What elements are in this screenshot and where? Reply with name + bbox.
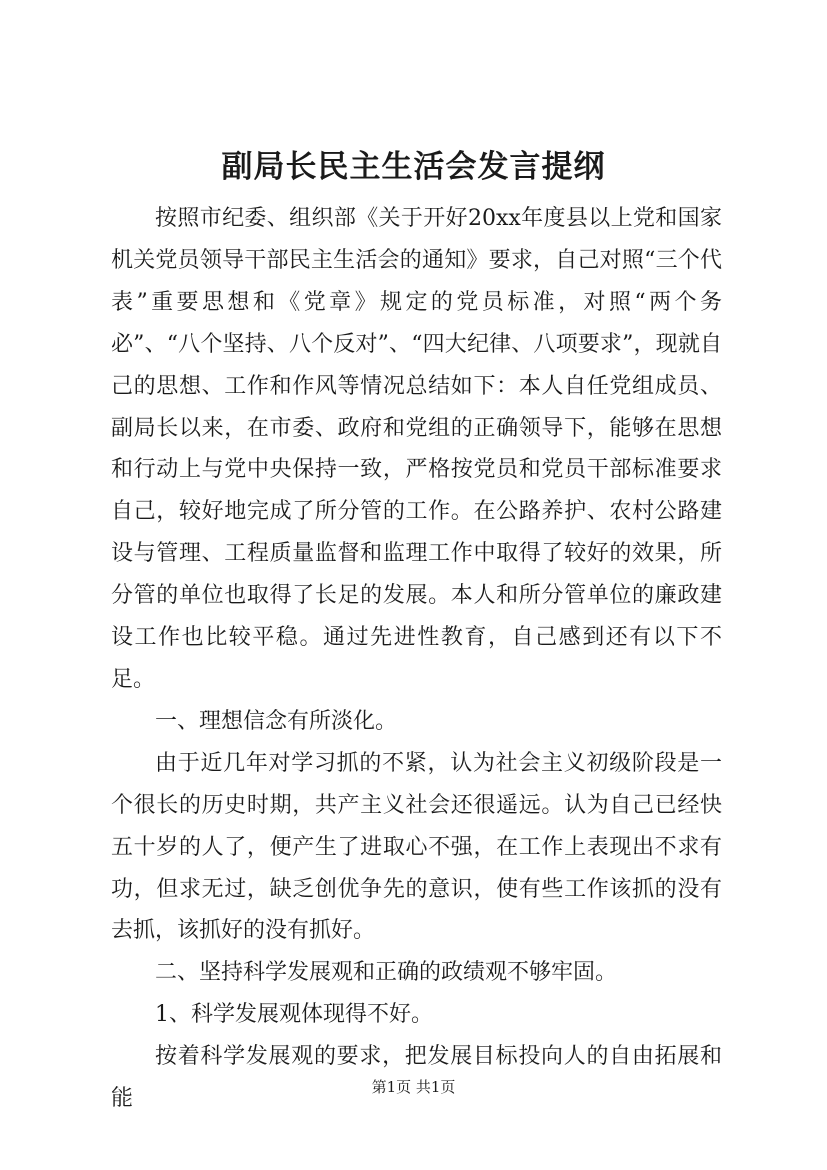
subheading-2-1: 1、科学发展观体现得不好。 <box>155 1002 433 1028</box>
document-title: 副局长民主生活会发言提纲 <box>221 149 606 185</box>
paragraph-section-2-1: 按着科学发展观的要求，把发展目标投向人的自由拓展和能 <box>111 1044 722 1112</box>
document-body <box>111 198 722 1120</box>
paragraph-section-1: 由于近几年对学习抓的不紧，认为社会主义初级阶段是一个很长的历史时期，共产主义社会还很遥远。认为自己已经快五十岁的人了，便产生了进取心不强，在工作上表现出不求有功，但求无过，缺乏创优争先的意识，使有些工作该抓的没有去抓，该抓好的没有抓好。 <box>111 750 722 944</box>
heading-section-1: 一、理想信念有所淡化。 <box>155 708 398 734</box>
heading-section-2: 二、坚持科学发展观和正确的政绩观不够牢固。 <box>155 960 618 986</box>
page-footer: 第1页 共1页 <box>371 1078 456 1096</box>
paragraph-intro: 按照市纪委、组织部《关于开好20xx年度县以上党和国家机关党员领导干部民主生活会的通知》要求，自己对照“三个代表”重要思想和《党章》规定的党员标准，对照“两个务必”、“八个坚持、八个反对”、“四大纪律、八项要求”，现就自己的思想、工作和作风等情况总结如下：本人自任党组成员、副局长以来，在市委、政府和党组的正确领导下，能够在思想和行动上与党中央保持一致，严格按党员和党员干部标准要求自己，较好地完成了所分管的工作。在公路养护、农村公路建设与管理、工程质量监督和监理工作中取得了较好的效果，所分管的单位也取得了长足的发展。本人和所分管单位的廉政建设工作也比较平稳。通过先进性教育，自己感到还有以下不足。 <box>111 206 722 692</box>
